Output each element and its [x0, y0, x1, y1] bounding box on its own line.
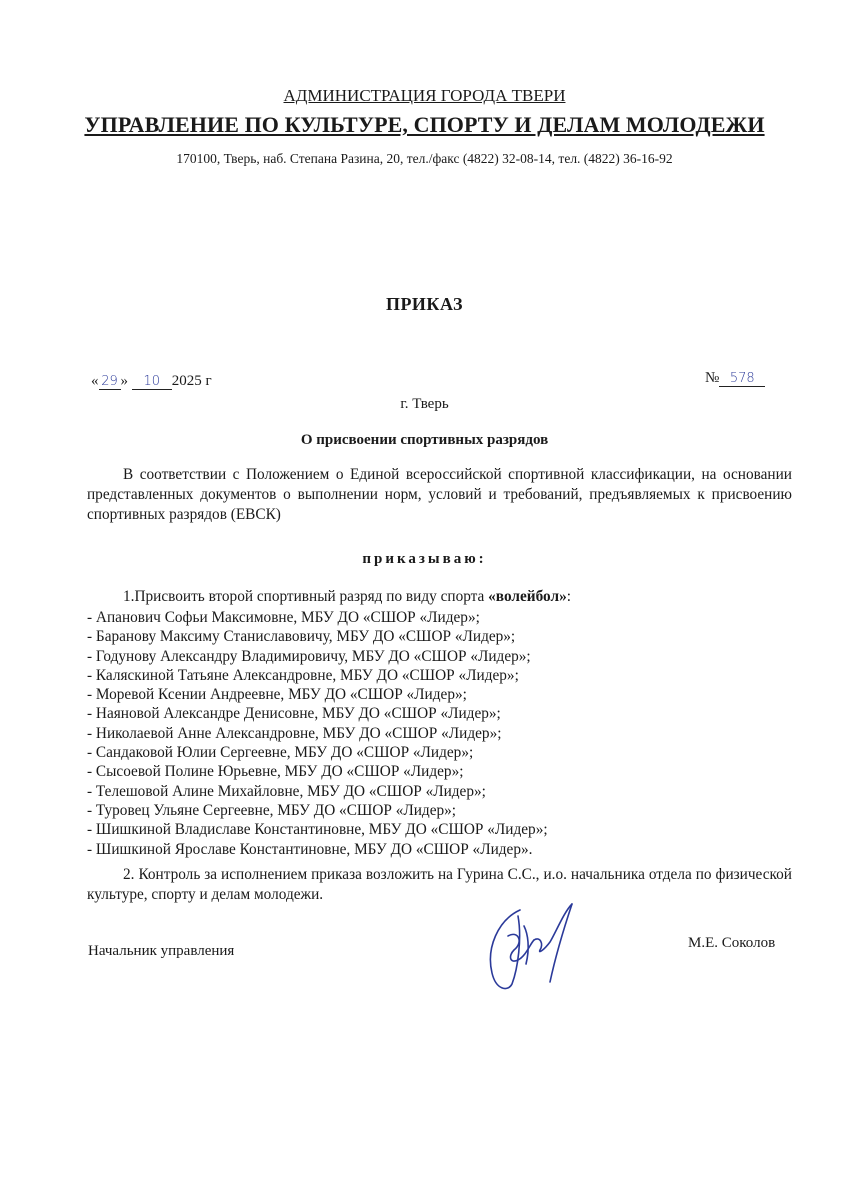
athletes-list [87, 608, 548, 859]
list-item: - Шишкиной Владиславе Константиновне, МБУ ДО «СШОР «Лидер»; [87, 821, 548, 839]
administration-name: АДМИНИСТРАЦИЯ ГОРОДА ТВЕРИ [283, 86, 566, 105]
item1-colon: : [566, 588, 571, 605]
order-item-1 [123, 588, 571, 606]
department-name: УПРАВЛЕНИЕ ПО КУЛЬТУРЕ, СПОРТУ И ДЕЛАМ МОЛОДЕЖИ [84, 112, 765, 137]
list-item: - Апанович Софьи Максимовне, МБУ ДО «СШОР «Лидер»; [87, 609, 480, 626]
list-item: - Наяновой Александре Денисовне, МБУ ДО «СШОР «Лидер»; [87, 705, 501, 723]
department-address: 170100, Тверь, наб. Степана Разина, 20, тел./факс (4822) 32-08-14, тел. (4822) 36-16-92 [176, 151, 673, 166]
list-item: - Туровец Ульяне Сергеевне, МБУ ДО «СШОР «Лидер»; [87, 801, 457, 819]
list-item: - Годунову Александру Владимировичу, МБУ ДО «СШОР «Лидер»; [87, 647, 531, 665]
date-day: 29 [99, 374, 121, 390]
item1-sport: «волейбол» [488, 588, 567, 605]
document-date [91, 373, 212, 390]
signature-image [478, 898, 588, 998]
order-item-2: 2. Контроль за исполнением приказа возложить на Гурина С.С., и.о. начальника отдела по физической культуре, спорту и делам молодежи. [87, 866, 792, 903]
item1-text: 1.Присвоить второй спортивный разряд по виду спорта [123, 588, 489, 605]
document-number [705, 370, 765, 387]
order-word: приказываю: [362, 551, 487, 567]
list-item: - Шишкиной Ярославе Константиновне, МБУ ДО «СШОР «Лидер». [87, 840, 533, 858]
date-open-quote: « [91, 373, 99, 389]
list-item: - Каляскиной Татьяне Александровне, МБУ ДО «СШОР «Лидер»; [87, 666, 519, 684]
document-subject: О присвоении спортивных разрядов [300, 432, 549, 448]
list-item: - Телешовой Алине Михайловне, МБУ ДО «СШОР «Лидер»; [87, 782, 486, 800]
date-close-quote: » [120, 373, 128, 389]
signature-stroke-2 [534, 904, 572, 952]
signature-stroke-1 [508, 934, 534, 961]
list-item: - Николаевой Анне Александровне, МБУ ДО «СШОР «Лидер»; [87, 724, 502, 742]
document-title: ПРИКАЗ [385, 294, 464, 314]
date-month: 10 [132, 374, 172, 390]
signer-position: Начальник управления [88, 943, 235, 959]
number-label: № [705, 370, 720, 386]
signature-tail [524, 926, 528, 964]
list-item: - Баранову Максиму Станиславовичу, МБУ ДО «СШОР «Лидер»; [87, 628, 516, 646]
list-item: - Моревой Ксении Андреевне, МБУ ДО «СШОР «Лидер»; [87, 686, 467, 704]
preamble-paragraph: В соответствии с Положением о Единой всероссийской спортивной классификации, на основании представленных документов о выполнении норм, условий и требований, предъявляемых к присвоению спортивных разрядов (ЕВСК) [87, 466, 792, 523]
document-city: г. Тверь [400, 396, 449, 412]
date-year: 2025 г [171, 373, 212, 389]
list-item: - Сысоевой Полине Юрьевне, МБУ ДО «СШОР «Лидер»; [87, 763, 464, 781]
signer-name: М.Е. Соколов [688, 935, 776, 951]
signature-stroke-3 [550, 904, 572, 982]
list-item: - Сандаковой Юлии Сергеевне, МБУ ДО «СШОР «Лидер»; [87, 744, 474, 762]
number-value: 578 [719, 371, 765, 387]
